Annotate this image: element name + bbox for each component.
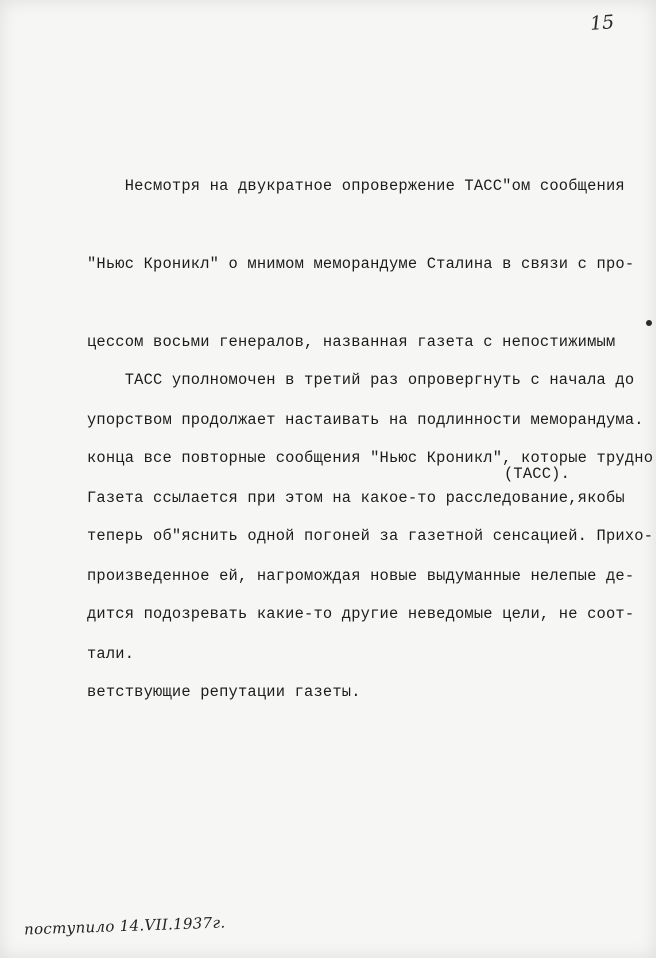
paragraph-line: теперь об"яснить одной погоней за газетной сенсацией. Прихо- bbox=[87, 527, 654, 545]
paragraph-line: произведенное ей, нагромождая новые выдуманные нелепые де- bbox=[87, 567, 635, 585]
paragraph-line: дится подозревать какие-то другие неведомые цели, не соот- bbox=[87, 605, 635, 623]
paragraph-line: ТАСС уполномочен в третий раз опровергнуть с начала до bbox=[87, 371, 635, 389]
paragraph-line: тали. bbox=[87, 645, 135, 663]
handwritten-note: поступило 14.VII.1937г. bbox=[23, 913, 226, 939]
paragraph-line: цессом восьми генералов, названная газета с непостижимым bbox=[87, 333, 616, 351]
paragraph-2 bbox=[87, 315, 653, 757]
paragraph-line: Газета ссылается при этом на какое-то расследование,якобы bbox=[87, 489, 625, 507]
signature: (ТАСС). bbox=[504, 465, 571, 483]
paragraph-line: Несмотря на двукратное опровержение ТАСС"ом сообщения bbox=[87, 177, 625, 195]
paragraph-line: конца все повторные сообщения "Ньюс Кроникл", которые трудно bbox=[87, 449, 654, 467]
paragraph-line: ветствующие репутации газеты. bbox=[87, 683, 361, 701]
paragraph-line: "Ньюс Кроникл" о мнимом меморандуме Сталина в связи с про- bbox=[87, 255, 635, 273]
paragraph-line: упорством продолжает настаивать на подлинности меморандума. bbox=[87, 411, 644, 429]
page-number: 15 bbox=[589, 11, 615, 35]
